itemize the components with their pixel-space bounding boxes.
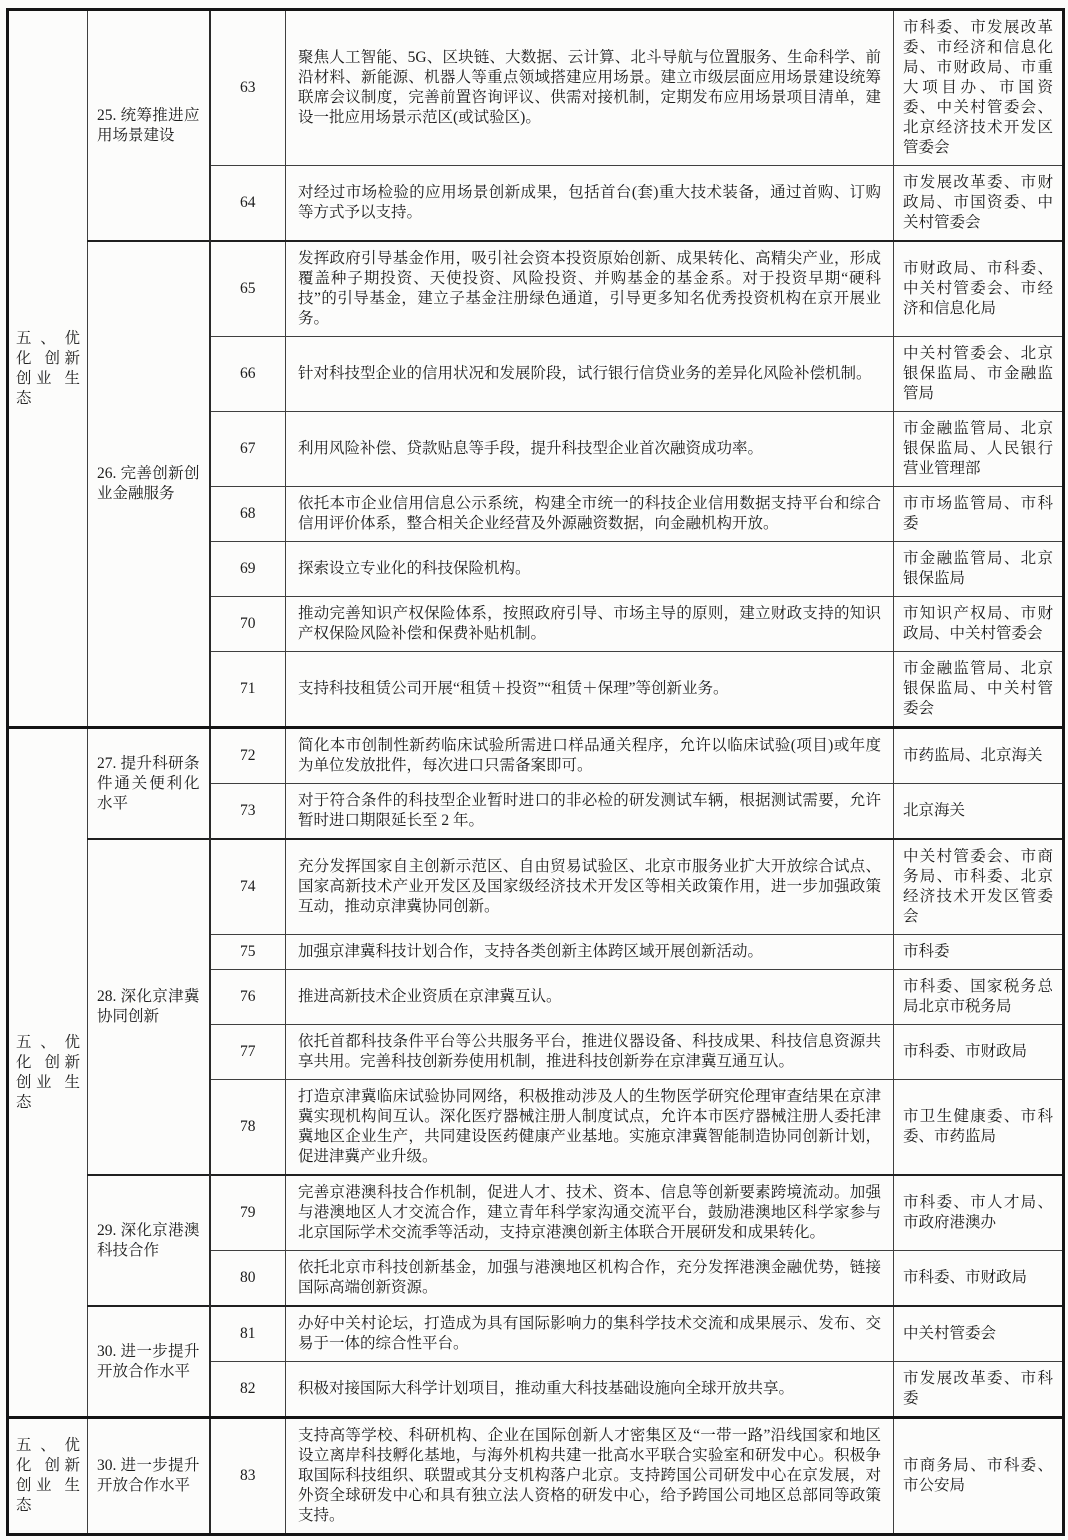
- item-number-cell: 64: [210, 166, 286, 242]
- item-number-cell: 72: [210, 728, 286, 784]
- task-description-cell: 探索设立专业化的科技保险机构。: [286, 542, 894, 597]
- table-row: [8, 728, 1064, 784]
- responsible-departments-cell: 市科委: [894, 935, 1064, 970]
- responsible-departments-cell: 北京海关: [894, 784, 1064, 840]
- item-number-cell: 81: [210, 1306, 286, 1362]
- responsible-departments-cell: 市卫生健康委、市科委、市药监局: [894, 1080, 1064, 1176]
- item-number-cell: 67: [210, 412, 286, 487]
- responsible-departments-cell: 市发展改革委、市财政局、市国资委、中关村管委会: [894, 166, 1064, 242]
- responsible-departments-cell: 市药监局、北京海关: [894, 728, 1064, 784]
- task-description-cell: 简化本市创制性新药临床试验所需进口样品通关程序，允许以临床试验(项目)或年度为单位发放批件，每次进口只需备案即可。: [286, 728, 894, 784]
- item-number-cell: 75: [210, 935, 286, 970]
- task-description-cell: 推动完善知识产权保险体系，按照政府引导、市场主导的原则，建立财政支持的知识产权保险风险补偿和保费补贴机制。: [286, 597, 894, 652]
- item-number-cell: 76: [210, 970, 286, 1025]
- task-description-cell: 支持高等学校、科研机构、企业在国际创新人才密集区及“一带一路”沿线国家和地区设立离岸科技孵化基地，与海外机构共建一批高水平联合实验室和研发中心。积极争取国际科技组织、联盟或其分支机构落户北京。支持跨国公司研发中心在京发展，对外资全球研发中心和具有独立法人资格的研发中心，给予跨国公司地区总部同等政策支持。: [286, 1418, 894, 1535]
- task-description-cell: 依托首都科技条件平台等公共服务平台，推进仪器设备、科技成果、科技信息资源共享共用。完善科技创新券使用机制，推进科技创新券在京津冀互通互认。: [286, 1025, 894, 1080]
- task-description-cell: 办好中关村论坛，打造成为具有国际影响力的集科学技术交流和成果展示、发布、交易于一体的综合性平台。: [286, 1306, 894, 1362]
- item-number-cell: 82: [210, 1362, 286, 1418]
- item-number-cell: 78: [210, 1080, 286, 1176]
- group-label-cell: 30. 进一步提升开放合作水平: [88, 1418, 210, 1535]
- task-description-cell: 聚焦人工智能、5G、区块链、大数据、云计算、北斗导航与位置服务、生命科学、前沿材料、新能源、机器人等重点领域搭建应用场景。建立市级层面应用场景建设统筹联席会议制度，完善前置咨询评议、供需对接机制，定期发布应用场景项目清单，建设一批应用场景示范区(或试验区)。: [286, 10, 894, 166]
- responsible-departments-cell: 市市场监管局、市科委: [894, 487, 1064, 542]
- item-number-cell: 83: [210, 1418, 286, 1535]
- task-description-cell: 加强京津冀科技计划合作，支持各类创新主体跨区域开展创新活动。: [286, 935, 894, 970]
- item-number-cell: 80: [210, 1251, 286, 1307]
- responsible-departments-cell: 中关村管委会、市商务局、市科委、北京经济技术开发区管委会: [894, 839, 1064, 935]
- responsible-departments-cell: 市金融监管局、北京银保监局、人民银行营业管理部: [894, 412, 1064, 487]
- task-description-cell: 对于符合条件的科技型企业暂时进口的非必检的研发测试车辆，根据测试需要，允许暂时进口期限延长至 2 年。: [286, 784, 894, 840]
- table-row: [8, 839, 1064, 935]
- responsible-departments-cell: 市科委、市财政局: [894, 1025, 1064, 1080]
- group-label-cell: 25. 统筹推进应用场景建设: [88, 10, 210, 242]
- task-description-cell: 发挥政府引导基金作用，吸引社会资本投资原始创新、成果转化、高精尖产业，形成覆盖种子期投资、天使投资、风险投资、并购基金的基金系。对于投资早期“硬科技”的引导基金，建立子基金注册绿色通道，引导更多知名优秀投资机构在京开展业务。: [286, 241, 894, 337]
- responsible-departments-cell: 市财政局、市科委、中关村管委会、市经济和信息化局: [894, 241, 1064, 337]
- task-description-cell: 支持科技租赁公司开展“租赁＋投资”“租赁＋保理”等创新业务。: [286, 652, 894, 728]
- group-label-cell: 28. 深化京津冀协同创新: [88, 839, 210, 1175]
- task-description-cell: 利用风险补偿、贷款贴息等手段，提升科技型企业首次融资成功率。: [286, 412, 894, 487]
- responsible-departments-cell: 市商务局、市科委、市公安局: [894, 1418, 1064, 1535]
- responsible-departments-cell: 市发展改革委、市科委: [894, 1362, 1064, 1418]
- item-number-cell: 65: [210, 241, 286, 337]
- responsible-departments-cell: 市科委、市发展改革委、市经济和信息化局、市财政局、市重大项目办、市国资委、中关村管委会、北京经济技术开发区管委会: [894, 10, 1064, 166]
- table-section: [8, 728, 1064, 1418]
- item-number-cell: 71: [210, 652, 286, 728]
- table-row: [8, 1306, 1064, 1362]
- responsible-departments-cell: 市金融监管局、北京银保监局: [894, 542, 1064, 597]
- table-section: [8, 10, 1064, 728]
- table-row: [8, 1175, 1064, 1251]
- item-number-cell: 74: [210, 839, 286, 935]
- responsible-departments-cell: 市知识产权局、市财政局、中关村管委会: [894, 597, 1064, 652]
- category-cell: 五、优 化 创新创业 生态: [8, 1418, 88, 1535]
- table-row: [8, 1418, 1064, 1535]
- category-cell: 五、优 化 创新创业 生态: [8, 728, 88, 1418]
- group-label-cell: 30. 进一步提升开放合作水平: [88, 1306, 210, 1418]
- item-number-cell: 63: [210, 10, 286, 166]
- group-label-cell: 29. 深化京港澳科技合作: [88, 1175, 210, 1306]
- task-description-cell: 推进高新技术企业资质在京津冀互认。: [286, 970, 894, 1025]
- item-number-cell: 77: [210, 1025, 286, 1080]
- item-number-cell: 69: [210, 542, 286, 597]
- responsible-departments-cell: 市科委、国家税务总局北京市税务局: [894, 970, 1064, 1025]
- item-number-cell: 66: [210, 337, 286, 412]
- task-description-cell: 针对科技型企业的信用状况和发展阶段，试行银行信贷业务的差异化风险补偿机制。: [286, 337, 894, 412]
- table-row: [8, 241, 1064, 337]
- category-cell: 五、优 化 创新创业 生态: [8, 10, 88, 728]
- responsible-departments-cell: 中关村管委会: [894, 1306, 1064, 1362]
- task-description-cell: 完善京港澳科技合作机制，促进人才、技术、资本、信息等创新要素跨境流动。加强与港澳地区人才交流合作，建立青年科学家沟通交流平台，鼓励港澳地区科学家参与北京国际学术交流季等活动，支持京港澳创新主体联合开展研发和成果转化。: [286, 1175, 894, 1251]
- table-section: [8, 1418, 1064, 1535]
- group-label-cell: 27. 提升科研条件通关便利化水平: [88, 728, 210, 840]
- task-description-cell: 对经过市场检验的应用场景创新成果，包括首台(套)重大技术装备，通过首购、订购等方式予以支持。: [286, 166, 894, 242]
- item-number-cell: 73: [210, 784, 286, 840]
- responsible-departments-cell: 中关村管委会、北京银保监局、市金融监管局: [894, 337, 1064, 412]
- task-description-cell: 充分发挥国家自主创新示范区、自由贸易试验区、北京市服务业扩大开放综合试点、国家高新技术产业开发区及国家级经济技术开发区等相关政策作用，进一步加强政策互动，推动京津冀协同创新。: [286, 839, 894, 935]
- policy-task-table: [6, 8, 1065, 1536]
- task-description-cell: 依托本市企业信用信息公示系统，构建全市统一的科技企业信用数据支持平台和综合信用评价体系，整合相关企业经营及外源融资数据，向金融机构开放。: [286, 487, 894, 542]
- responsible-departments-cell: 市科委、市财政局: [894, 1251, 1064, 1307]
- item-number-cell: 68: [210, 487, 286, 542]
- table-row: [8, 10, 1064, 166]
- item-number-cell: 70: [210, 597, 286, 652]
- responsible-departments-cell: 市科委、市人才局、市政府港澳办: [894, 1175, 1064, 1251]
- task-description-cell: 打造京津冀临床试验协同网络，积极推动涉及人的生物医学研究伦理审查结果在京津冀实现机构间互认。深化医疗器械注册人制度试点，允许本市医疗器械注册人委托津冀地区企业生产，共同建设医药健康产业基地。实施京津冀智能制造协同创新计划，促进津冀产业升级。: [286, 1080, 894, 1176]
- item-number-cell: 79: [210, 1175, 286, 1251]
- responsible-departments-cell: 市金融监管局、北京银保监局、中关村管委会: [894, 652, 1064, 728]
- task-description-cell: 依托北京市科技创新基金，加强与港澳地区机构合作，充分发挥港澳金融优势，链接国际高端创新资源。: [286, 1251, 894, 1307]
- task-description-cell: 积极对接国际大科学计划项目，推动重大科技基础设施向全球开放共享。: [286, 1362, 894, 1418]
- group-label-cell: 26. 完善创新创业金融服务: [88, 241, 210, 728]
